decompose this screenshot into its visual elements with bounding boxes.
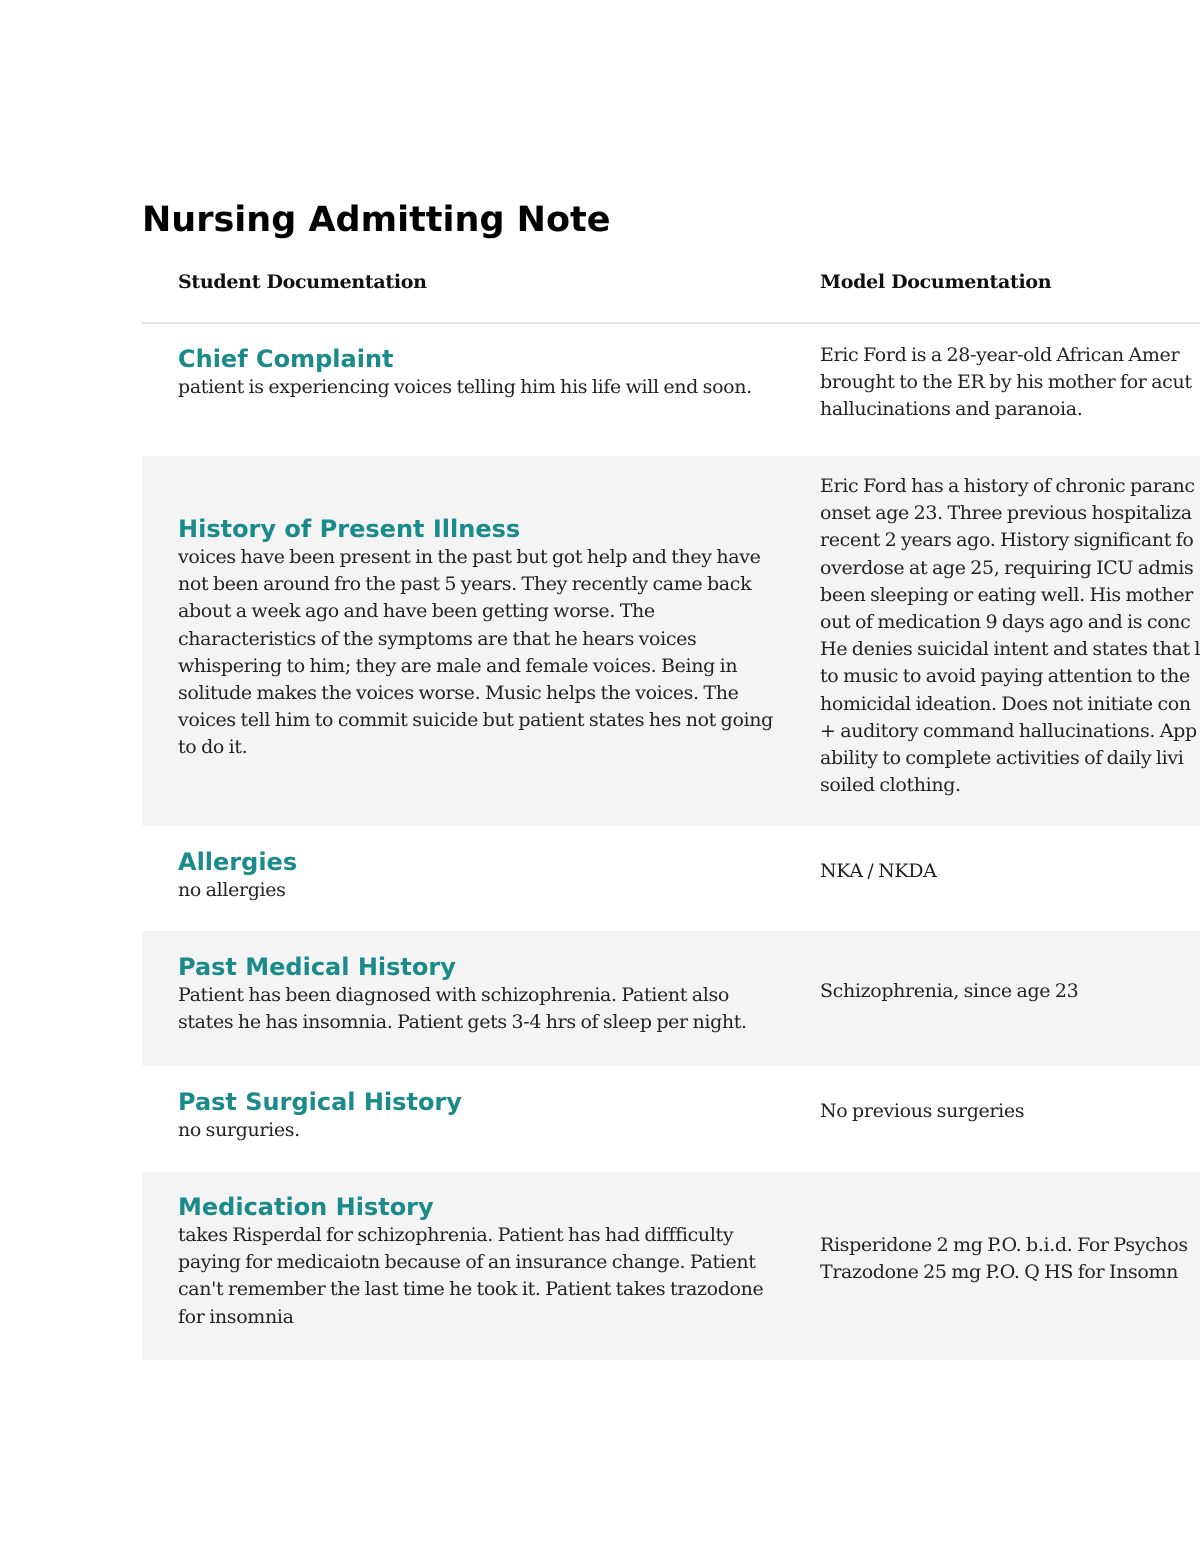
student-cell (178, 514, 778, 762)
section-allergies (142, 826, 1200, 931)
student-cell (178, 847, 778, 904)
model-text-line: soiled clothing. (820, 774, 961, 797)
model-cell (820, 473, 1200, 799)
student-cell (178, 1192, 778, 1331)
student-text: patient is experiencing voices telling him his life will end soon. (178, 376, 752, 398)
model-cell (820, 858, 1200, 885)
student-cell (178, 1087, 778, 1144)
student-text: no surguries. (178, 1119, 300, 1141)
model-text-line: overdose at age 25, requiring ICU admis (820, 556, 1194, 579)
student-cell (178, 952, 778, 1036)
model-cell (820, 342, 1200, 424)
model-text-line: ability to complete activities of daily livi (820, 747, 1184, 770)
model-text-line: recent 2 years ago. History significant fo (820, 529, 1194, 552)
model-cell (820, 1232, 1200, 1286)
model-text-line: hallucinations and paranoia. (820, 398, 1083, 421)
model-cell (820, 978, 1200, 1005)
page-title: Nursing Admitting Note (142, 200, 611, 240)
model-text-line: He denies suicidal intent and states that l (820, 638, 1200, 661)
model-text-line: been sleeping or eating well. His mother (820, 583, 1194, 606)
section-chief-complaint (142, 325, 1200, 456)
section-past-medical-history (142, 931, 1200, 1066)
student-text: no allergies (178, 879, 286, 901)
model-text-line: No previous surgeries (820, 1100, 1025, 1122)
model-text-line: Eric Ford is a 28-year-old African Amer (820, 344, 1180, 366)
header-divider (142, 322, 1200, 324)
model-cell (820, 1098, 1200, 1125)
model-text-line: Risperidone 2 mg P.O. b.i.d. For Psychos (820, 1234, 1188, 1256)
section-medication-history (142, 1172, 1200, 1360)
section-heading: Allergies (178, 848, 298, 876)
section-heading: Past Medical History (178, 953, 456, 981)
student-text: takes Risperdal for schizophrenia. Patient has had diffficulty paying for medicaiotn because of an insurance change. Patient can't remember the last time he took it. Patient takes trazodone for insomnia (178, 1224, 764, 1328)
student-documentation-header: Student Documentation (178, 271, 427, 293)
student-cell (178, 344, 778, 401)
section-heading: Medication History (178, 1193, 434, 1221)
model-text-line: Trazodone 25 mg P.O. Q HS for Insomn (820, 1261, 1179, 1284)
section-heading: Chief Complaint (178, 345, 394, 373)
student-text: Patient has been diagnosed with schizophrenia. Patient also states he has insomnia. Patient gets 3-4 hrs of sleep per night. (178, 984, 747, 1034)
model-text-line: Eric Ford has a history of chronic paranc (820, 475, 1195, 497)
section-heading: Past Surgical History (178, 1088, 462, 1116)
section-heading: History of Present Illness (178, 515, 521, 543)
student-text: voices have been present in the past but got help and they have not been around fro the past 5 years. They recently came back about a week ago and have been getting worse. The characteristics of the symptoms are that he hears voices whispering to him; they are male and female voices. Being in solitude makes the voices worse. Music helps the voices. The voices tell him to commit suicide but patient states hes not going to do it. (178, 546, 773, 759)
model-text-line: Schizophrenia, since age 23 (820, 980, 1079, 1002)
model-text-line: to music to avoid paying attention to the (820, 665, 1190, 688)
model-text-line: + auditory command hallucinations. App (820, 719, 1197, 742)
model-text-line: out of medication 9 days ago and is conc (820, 611, 1191, 634)
model-text-line: homicidal ideation. Does not initiate con (820, 692, 1191, 715)
model-text-line: onset age 23. Three previous hospitaliza (820, 502, 1192, 525)
model-text-line: NKA / NKDA (820, 860, 937, 882)
section-past-surgical-history (142, 1066, 1200, 1172)
model-documentation-header: Model Documentation (820, 271, 1052, 293)
model-text-line: brought to the ER by his mother for acut (820, 371, 1192, 394)
section-history-of-present-illness (142, 456, 1200, 826)
